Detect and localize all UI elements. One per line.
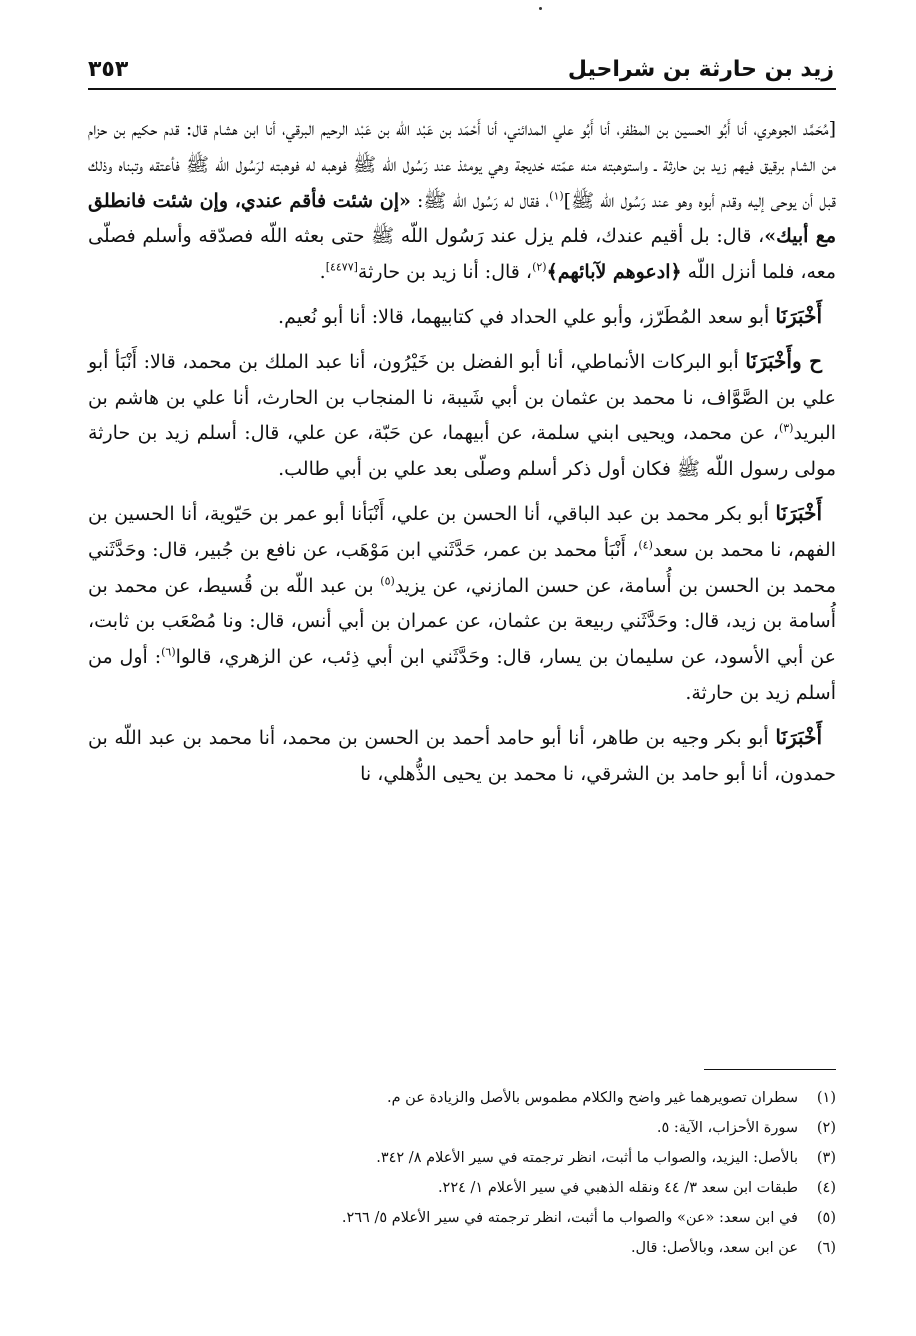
- para1-dot: .: [319, 261, 326, 284]
- footnote-number: (١): [816, 1090, 836, 1106]
- footnote-text: في ابن سعد: «عن» والصواب ما أثبت، انظر ترجمته في سير الأعلام ٥/ ٢٦٦.: [341, 1210, 798, 1226]
- footnote-number: (٦): [816, 1240, 836, 1256]
- header-rule: [88, 88, 836, 90]
- quranic-verse: ﴿ادعوهم لآبائهم﴾: [546, 261, 682, 284]
- paragraph-5: [88, 720, 836, 793]
- footnote-number: (٥): [816, 1210, 836, 1226]
- footnote-text: طبقات ابن سعد ٣/ ٤٤ ونقله الذهبي في سير الأعلام ١/ ٢٢٤.: [437, 1180, 798, 1196]
- para1-text: [مُحَمَّد الجوهري، أنا أَبُو الحسين بن المظفر، أنا أَبُو علي المدائني، أنا أَحْمَد بن عَبْد اللّه بن عَبْد الرحيم البرقي، أنا ابن هشام قال: قدم حكيم بن حزام من الشام برقيق فيهم زيد بن حارثة ـ واستوهبته منه عمّته خديجة وهي يومئذ عند رَسُول اللّه ﷺ فوهبه له فوهبته لرَسُول اللّه ﷺ فأعتقه وتبناه وذلك قبل أن يوحى إليه وقدم أبوه وهو عند رَسُول اللّه ﷺ]: [88, 118, 836, 212]
- footnote-number: (٣): [816, 1150, 836, 1166]
- footnote-item: [88, 1173, 836, 1203]
- footnote-ref-3[interactable]: (٣): [778, 422, 794, 436]
- footnote-item: [88, 1083, 836, 1113]
- footnote-number: (٤): [816, 1180, 836, 1196]
- paragraph-1: [88, 112, 836, 291]
- prophetic-quote: «إن شئت فأقم عندي، وإن شئت فانطلق مع أبيك»: [88, 189, 837, 248]
- footnotes: [88, 1083, 836, 1263]
- paragraph-4: [88, 496, 836, 712]
- akhbarana-keyword: أَخْبَرَنَا: [775, 724, 822, 749]
- running-title: زيد بن حارثة بن شراحيل: [567, 57, 834, 82]
- footnote-number: (٢): [816, 1120, 836, 1136]
- footnote-rule: [704, 1069, 836, 1070]
- footnote-item: [88, 1203, 836, 1233]
- footnote-ref-5[interactable]: (٥): [380, 574, 395, 588]
- footnote-ref-1[interactable]: (١): [549, 189, 564, 203]
- akhbarana-keyword: أَخْبَرَنَا: [775, 500, 822, 525]
- para1-mid: ، فقال له رَسُول اللّه ﷺ:: [410, 189, 550, 212]
- page-number: ٣٥٣: [88, 57, 129, 82]
- footnote-item: [88, 1113, 836, 1143]
- paragraph-2: [88, 299, 836, 336]
- ha-wa-akhbarana-keyword: ح وأَخْبَرَنَا: [745, 348, 822, 373]
- footnote-ref-4[interactable]: (٤): [638, 538, 653, 552]
- paragraph-3: [88, 344, 836, 488]
- para2-text: أبو سعد المُطَرّز، وأبو علي الحداد في كتابيهما، قالا: أنا أبو نُعيم.: [278, 305, 776, 328]
- para3-text: أبو البركات الأنماطي، أنا أبو الفضل بن خَيْرُون، أنا عبد الملك بن محمد، قالا: أَنْبَأ أبو علي بن الصَّوَّاف، نا محمد بن عثمان بن أبي شَيبة، نا المنجاب بن الحارث، أنا علي بن هاشم بن البريد: [88, 350, 836, 445]
- para3-rest: ، عن محمد، ويحيى ابني سلمة، عن أبيهما، عن حَبّة، عن علي، قال: أسلم زيد بن حارثة مولى رسول اللّه ﷺ فكان أول ذكر أسلم وصلّى بعد علي بن أبي طالب.: [88, 422, 836, 481]
- para4-text: أبو بكر محمد بن عبد الباقي، أنا الحسن بن علي، أَنْبَأنا أبو عمر بن حَيّوية، أنا الحسين بن الفهم، نا محمد بن سعد: [88, 502, 836, 561]
- para4-text3: بن عبد اللّه بن قُسيط، عن محمد بن أُسامة بن زيد، قال: وحَدَّثَني ربيعة بن عثمان، عن عمران بن أبي أنس، قال: ونا مُصْعَب بن ثابت، عن أبي الأسود، عن سليمان بن يسار، قال: وحَدَّثَني ابن أبي ذِئب، عن الزهري، قالوا: [88, 574, 836, 669]
- para1-end: ، قال: أنا زيد بن حارثة: [357, 261, 533, 284]
- footnote-ref-2[interactable]: (٢): [532, 260, 547, 274]
- footnote-item: [88, 1143, 836, 1173]
- footnote-text: عن ابن سعد، وبالأصل: قال.: [630, 1240, 798, 1256]
- para4-text4: : أول من أسلم زيد بن حارثة.: [88, 646, 836, 704]
- footnote-text: بالأصل: اليزيد، والصواب ما أثبت، انظر ترجمته في سير الأعلام ٨/ ٣٤٢.: [376, 1150, 798, 1166]
- footnote-item: [88, 1233, 836, 1263]
- para1-rest: ، قال: بل أقيم عندك، فلم يزل عند رَسُول اللّه ﷺ حتى بعثه اللّه فصدّقه وأسلم فصلّى معه، فلما أنزل اللّه: [88, 225, 836, 284]
- akhbarana-keyword: أَخْبَرَنَا: [775, 303, 822, 328]
- para5-text: أبو بكر وجيه بن طاهر، أنا أبو حامد أحمد بن الحسن بن محمد، أنا محمد بن عبد اللّه بن حمدون، أنا أبو حامد بن الشرقي، نا محمد بن يحيى الذُّهلي، نا: [88, 726, 836, 785]
- footnote-text: سطران تصويرهما غير واضح والكلام مطموس بالأصل والزيادة عن م.: [386, 1090, 798, 1106]
- hadith-number: [٤٤٧٧]: [325, 260, 358, 274]
- footnote-text: سورة الأحزاب، الآية: ٥.: [656, 1120, 798, 1136]
- footnote-ref-6[interactable]: (٦): [161, 645, 176, 659]
- page-header: [88, 42, 834, 82]
- scan-speck: [539, 7, 542, 10]
- main-text: [88, 112, 836, 800]
- para4-text2: ، أَنْبَأ محمد بن عمر، حَدَّثَني ابن مَوْهَب، عن نافع بن جُبير، قال: وحَدَّثَني محمد بن الحسن بن أُسامة، عن حسن المازني، عن يزيد: [88, 538, 836, 597]
